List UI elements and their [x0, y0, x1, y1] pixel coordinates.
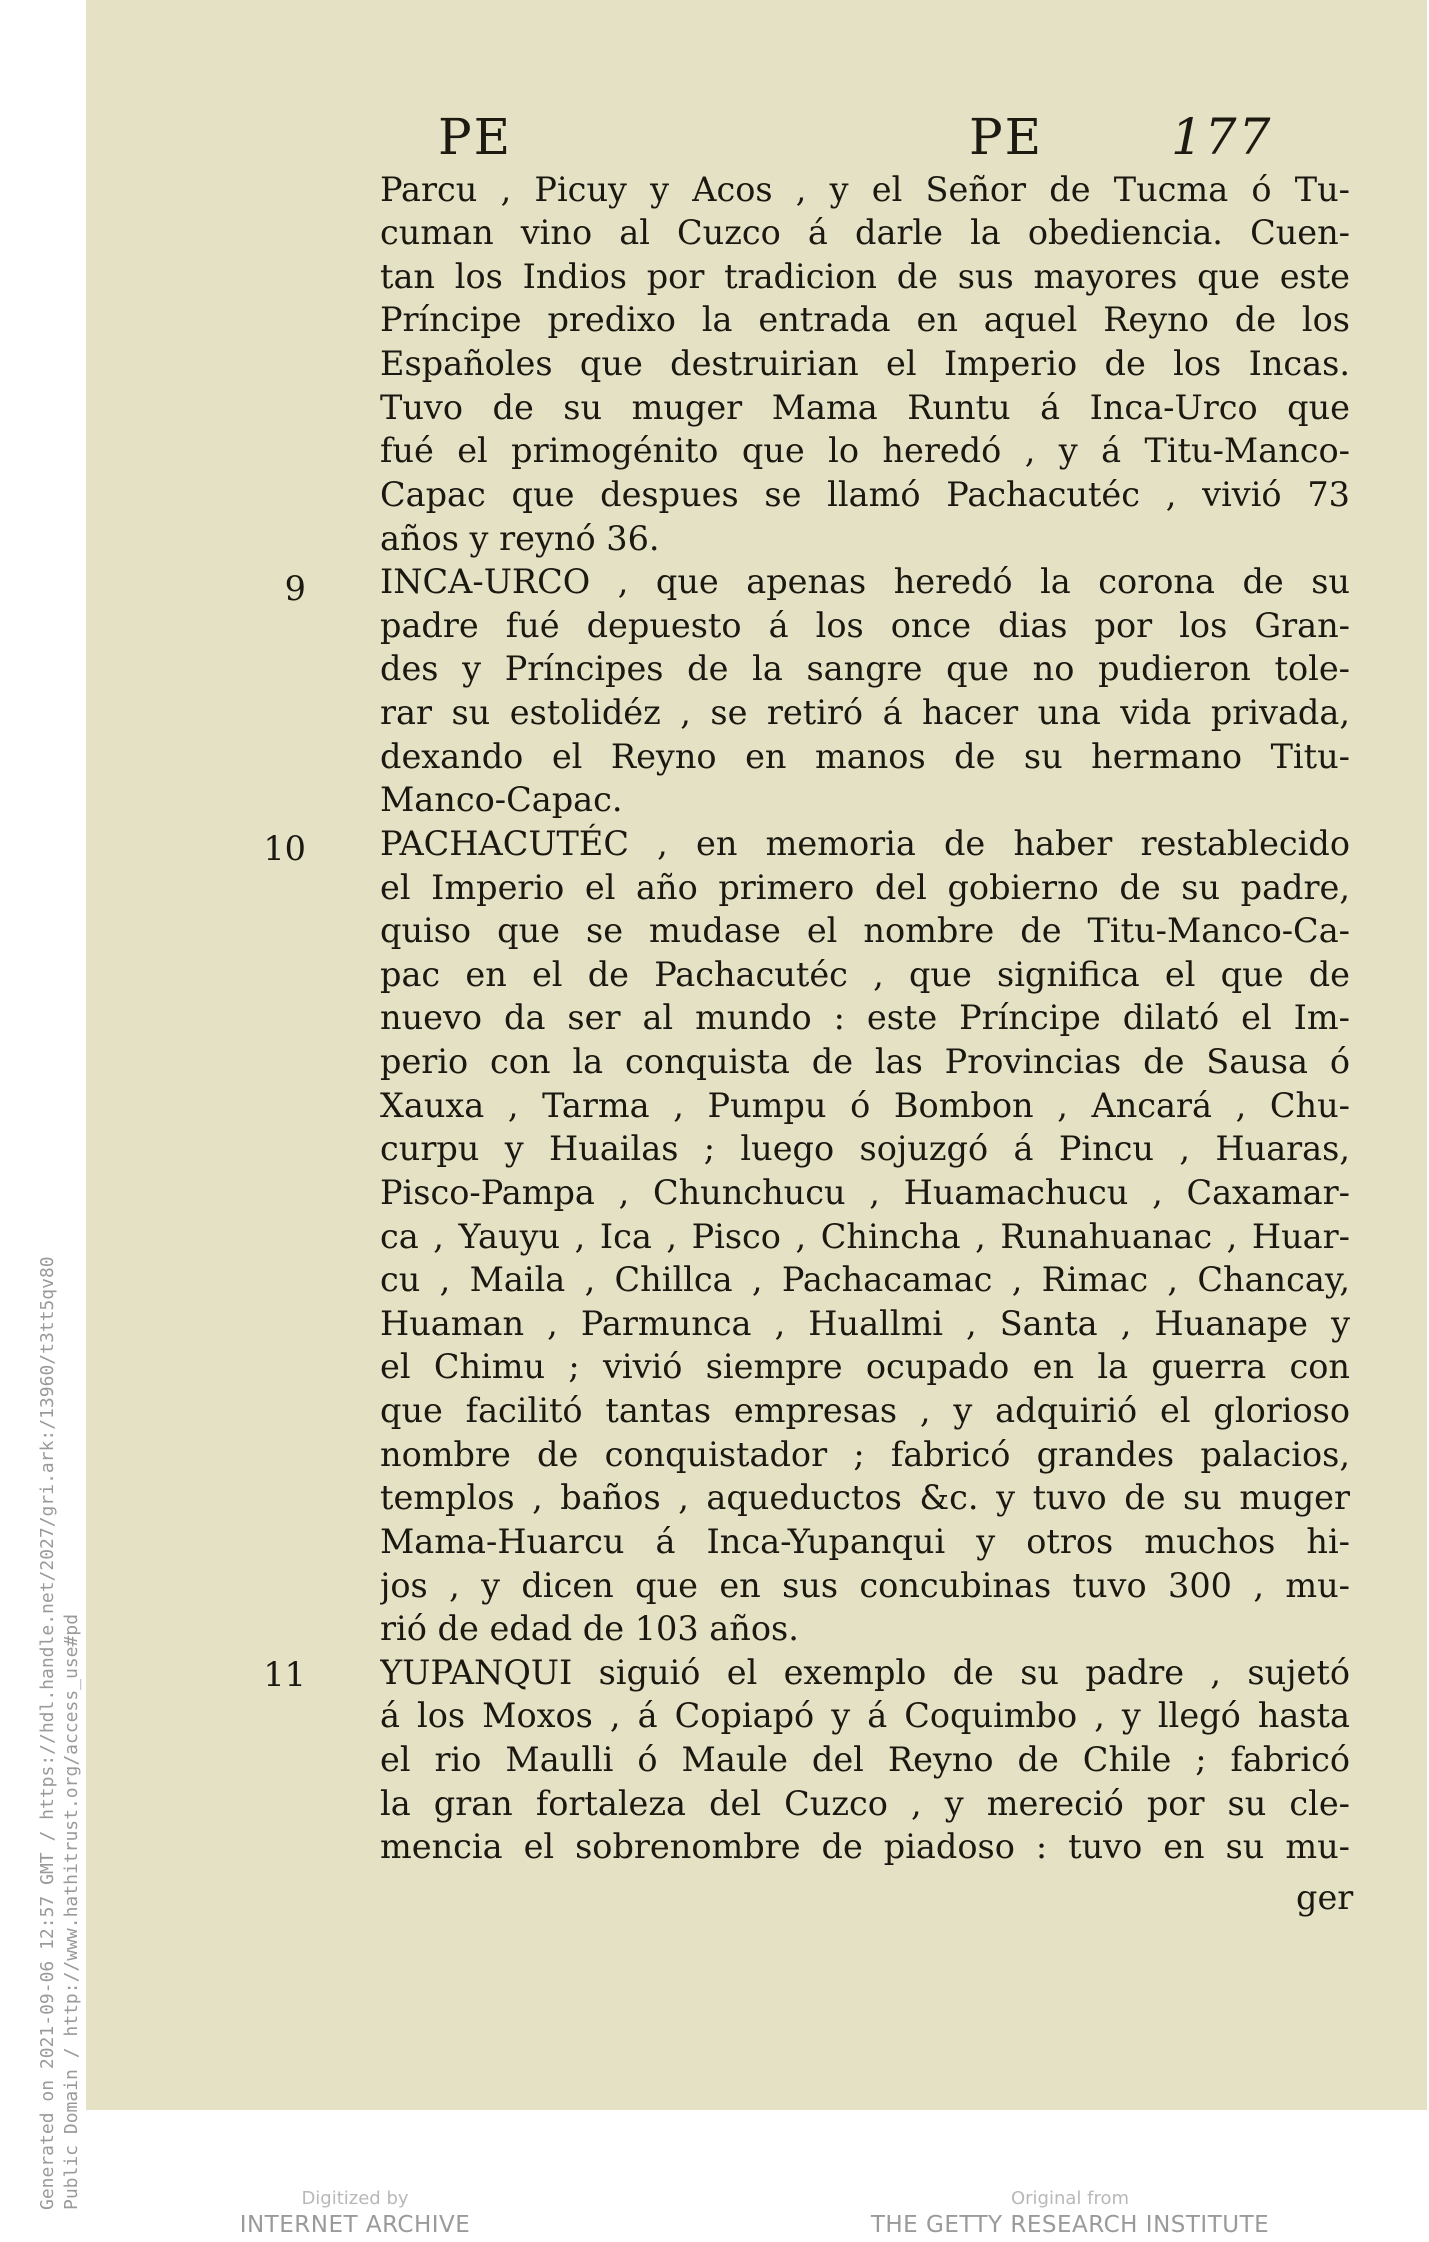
running-head-left: PE [438, 108, 513, 166]
page-number: 177 [1171, 108, 1273, 166]
hathitrust-generated-stamp [36, 1256, 84, 2210]
text-line: PACHACUTÉC , en memoria de haber restablecido [380, 824, 1350, 863]
text-line: Manco-Capac. [380, 780, 623, 819]
text-line: el Imperio el año primero del gobierno de su padre, [380, 868, 1350, 907]
text-line: fué el primogénito que lo heredó , y á Titu-Manco- [380, 431, 1350, 470]
text-line: Parcu , Picuy y Acos , y el Señor de Tucma ó Tu- [380, 170, 1350, 209]
text-line: el Chimu ; vivió siempre ocupado en la guerra con [380, 1347, 1350, 1386]
text-line: mencia el sobrenombre de piadoso : tuvo en su mu- [380, 1827, 1350, 1866]
stamp-line-2: Public Domain / http://www.hathitrust.org/access_use#pd [61, 1613, 82, 2210]
text-line: que facilitó tantas empresas , y adquirió el glorioso [380, 1391, 1350, 1430]
text-line: YUPANQUI siguió el exemplo de su padre , sujetó [380, 1653, 1350, 1692]
text-line: pac en el de Pachacutéc , que significa el que de [380, 955, 1350, 994]
text-line: la gran fortaleza del Cuzco , y mereció por su cle- [380, 1784, 1350, 1823]
text-line: des y Príncipes de la sangre que no pudieron tole- [380, 649, 1350, 688]
text-line: rar su estolidéz , se retiró á hacer una vida privada, [380, 693, 1350, 732]
stamp-line-1: Generated on 2021-09-06 12:57 GMT / https://hdl.handle.net/2027/gri.ark:/13960/t3tt5qv80 [37, 1256, 58, 2210]
text-line: Tuvo de su muger Mama Runtu á Inca-Urco que [380, 388, 1350, 427]
text-line: Españoles que destruirian el Imperio de los Incas. [380, 344, 1350, 383]
getty-research-institute-label: THE GETTY RESEARCH INSTITUTE [870, 2212, 1270, 2238]
internet-archive-label: INTERNET ARCHIVE [239, 2212, 471, 2238]
text-line: á los Moxos , á Copiapó y á Coquimbo , y llegó hasta [380, 1696, 1350, 1735]
text-line: ca , Yauyu , Ica , Pisco , Chincha , Runahuanac , Huar- [380, 1217, 1350, 1256]
text-line: Mama-Huarcu á Inca-Yupanqui y otros muchos hi- [380, 1522, 1350, 1561]
text-line: Pisco-Pampa , Chunchucu , Huamachucu , Caxamar- [380, 1173, 1350, 1212]
text-line: nombre de conquistador ; fabricó grandes palacios, [380, 1435, 1350, 1474]
text-line: Xauxa , Tarma , Pumpu ó Bombon , Ancará , Chu- [380, 1086, 1350, 1125]
text-line: dexando el Reyno en manos de su hermano Titu- [380, 737, 1350, 776]
text-line: tan los Indios por tradicion de sus mayores que este [380, 257, 1350, 296]
text-line: Príncipe predixo la entrada en aquel Reyno de los [380, 300, 1350, 339]
paragraph-number-9: 9 [284, 569, 306, 608]
digitized-by-label: Digitized by [301, 2188, 409, 2209]
paragraph-number-11: 11 [263, 1655, 306, 1694]
text-line: INCA-URCO , que apenas heredó la corona de su [380, 562, 1350, 601]
text-line: jos , y dicen que en sus concubinas tuvo 300 , mu- [380, 1566, 1350, 1605]
text-line: nuevo da ser al mundo : este Príncipe dilató el Im- [380, 998, 1350, 1037]
text-line: rió de edad de 103 años. [380, 1609, 799, 1648]
running-head-center: PE [969, 108, 1044, 166]
text-line: templos , baños , aqueductos &c. y tuvo de su muger [380, 1478, 1350, 1517]
catchword: ger [1296, 1878, 1354, 1917]
text-line: curpu y Huailas ; luego sojuzgó á Pincu , Huaras, [380, 1129, 1350, 1168]
text-line: perio con la conquista de las Provincias de Sausa ó [380, 1042, 1350, 1081]
text-line: quiso que se mudase el nombre de Titu-Manco-Ca- [380, 911, 1350, 950]
text-line: cuman vino al Cuzco á darle la obediencia. Cuen- [380, 213, 1350, 252]
paragraph-number-10: 10 [263, 829, 306, 868]
text-line: padre fué depuesto á los once dias por los Gran- [380, 606, 1350, 645]
original-from-label: Original from [1010, 2188, 1130, 2209]
text-line: el rio Maulli ó Maule del Reyno de Chile ; fabricó [380, 1740, 1350, 1779]
text-line: Huaman , Parmunca , Huallmi , Santa , Huanape y [380, 1304, 1350, 1343]
text-line: Capac que despues se llamó Pachacutéc , vivió 73 [380, 475, 1350, 514]
book-page [86, 0, 1427, 2110]
text-line: cu , Maila , Chillca , Pachacamac , Rimac , Chancay, [380, 1260, 1350, 1299]
text-line: años y reynó 36. [380, 519, 660, 558]
